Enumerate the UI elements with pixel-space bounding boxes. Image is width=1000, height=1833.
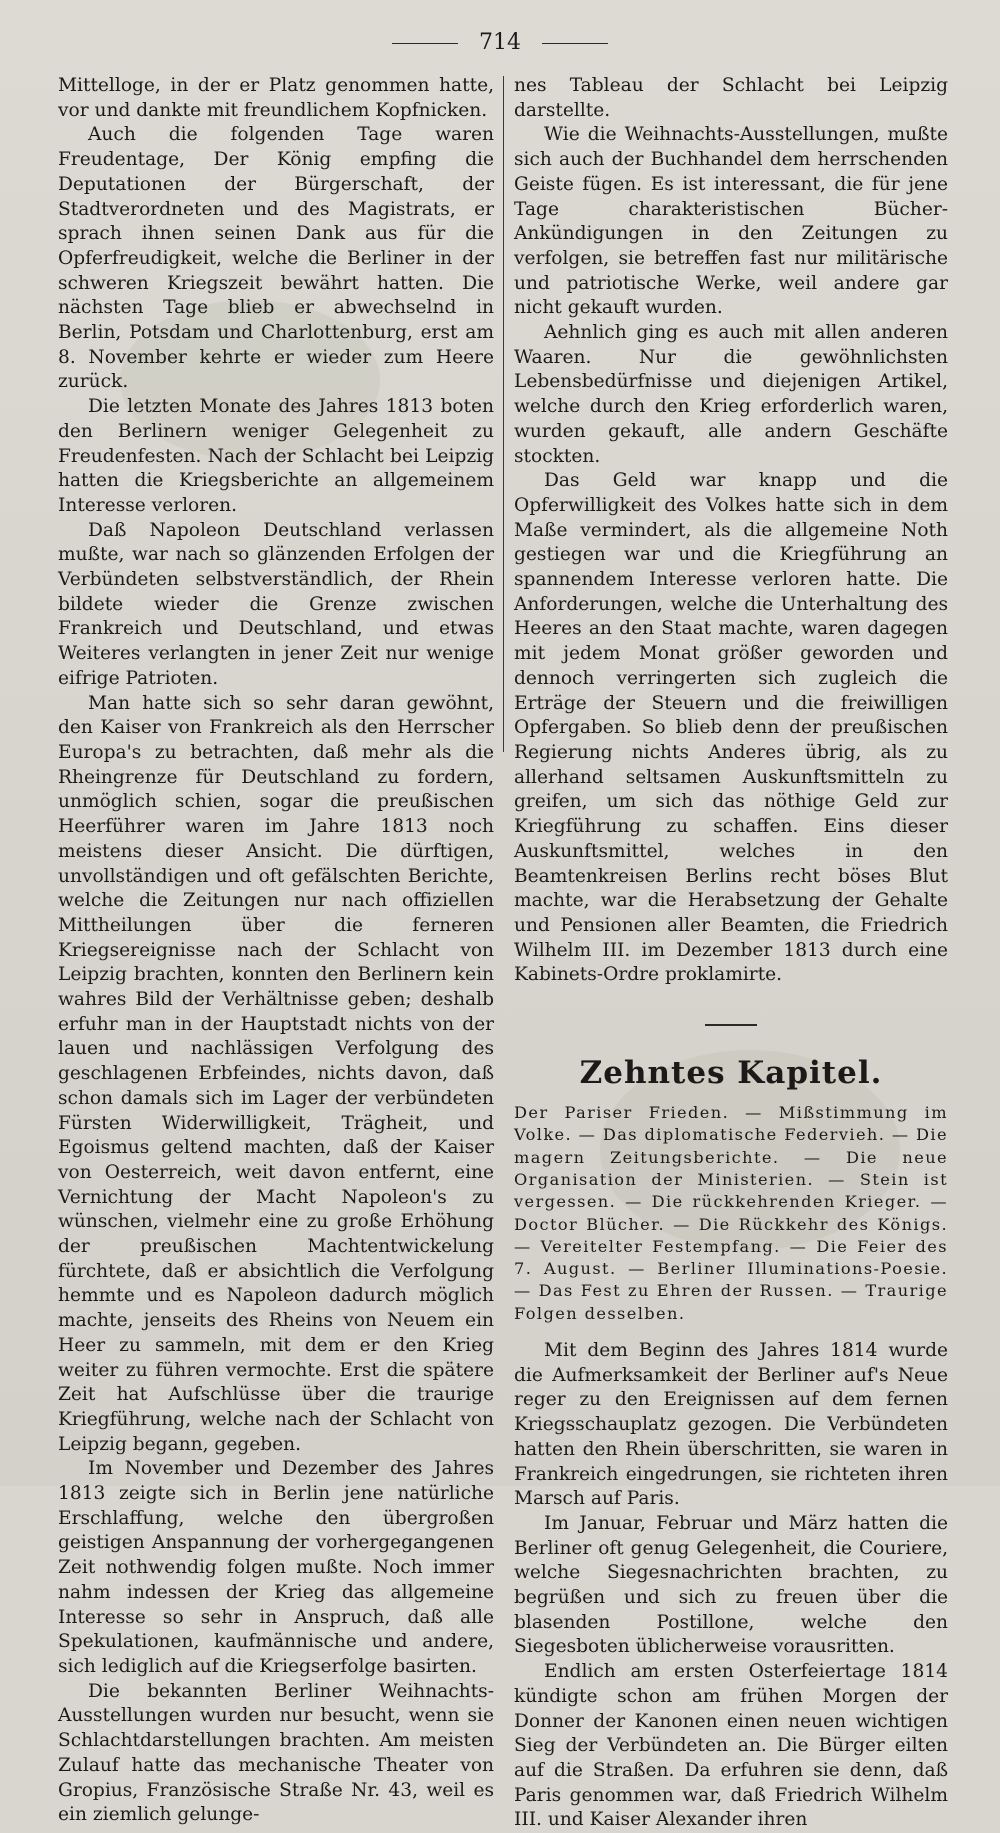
header-rule-left [392,43,458,44]
paragraph: Mit dem Beginn des Jahres 1814 wurde die Aufmerksamkeit der Berliner auf's Neue reger zu den Ereignissen auf dem fernen Kriegsschauplatz gezogen. Die Verbündeten hatten den Rhein überschritten, sie waren in Frankreich eingedrungen, sie richteten ihren Marsch auf Paris. [514,1339,948,1510]
left-column [58,74,494,1828]
paragraph: Wie die Weihnachts-Ausstellungen, mußte sich auch der Buchhandel dem herrschenden Geiste fügen. Es ist interessant, die für jene Tage charakteristischen Bücher-Ankündigungen in den Zeitungen zu verfolgen, sie betreffen fast nur militärische und patriotische Werke, weil andere gar nicht gekauft wurden. [514,124,948,319]
page-header [0,30,1000,55]
page-number: 714 [479,30,521,55]
paragraph: Die letzten Monate des Jahres 1813 boten den Berlinern weniger Gelegenheit zu Freudenfesten. Nach der Schlacht bei Leipzig hatten die Kriegsberichte an allgemeinem Interesse verloren. [58,396,494,516]
paragraph: Mittelloge, in der er Platz genommen hatte, vor und dankte mit freundlichem Kopfnicken. [58,75,494,121]
paragraph: nes Tableau der Schlacht bei Leipzig darstellte. [514,75,948,121]
chapter-title: Zehntes Kapitel. [579,1055,883,1092]
paragraph: Die bekannten Berliner Weihnachts-Ausstellungen wurden nur besucht, wenn sie Schlachtdarstellungen brachten. Am meisten Zulauf hatte das mechanische Theater von Gropius, Französische Straße Nr. 43, weil es ein ziemlich gelunge- [58,1680,494,1826]
paragraph: Aehnlich ging es auch mit allen anderen Waaren. Nur die gewöhnlichsten Lebensbedürfnisse und diejenigen Artikel, welche durch den Krieg erforderlich waren, wurden gekauft, alle andern Geschäfte stockten. [514,322,948,467]
right-column [514,74,948,1833]
paragraph: Das Geld war knapp und die Opferwilligkeit des Volkes hatte sich in dem Maße vermindert, als die allgemeine Noth gestiegen war und die Kriegführung an spannendem Interesse verloren hatte. Die Anforderungen, welche die Unterhaltung des Heeres an den Staat machte, waren dagegen mit jedem Monat größer geworden und dennoch verringerten sich zugleich die Erträge der Steuern und die freiwilligen Opfergaben. So blieb denn der preußischen Regierung nichts Anderes übrig, als zu allerhand seltsamen Auskunftsmitteln zu greifen, um sich das nöthige Geld zur Kriegführung zu schaffen. Eins dieser Auskunftsmittel, welches in den Beamtenkreisen Berlins recht böses Blut machte, war die Herabsetzung der Gehalte und Pensionen aller Beamten, die Friedrich Wilhelm III. im Dezember 1813 durch eine Kabinets-Ordre proklamirte. [514,470,948,986]
paragraph: Im Januar, Februar und März hatten die Berliner oft genug Gelegenheit, die Couriere, welche Siegesnachrichten brachten, zu begrüßen und sich zu freuen über die blasenden Postillone, welche den Siegesboten üblicherweise vorausritten. [514,1512,948,1658]
column-divider [503,76,504,752]
paragraph: Endlich am ersten Osterfeiertage 1814 kündigte schon am frühen Morgen der Donner der Kanonen einen neuen wichtigen Sieg der Verbündeten an. Die Bürger eilten auf die Straßen. Da erfuhren sie denn, daß Paris genommen war, daß Friedrich Wilhelm III. und Kaiser Alexander ihren [514,1661,948,1831]
paragraph: Daß Napoleon Deutschland verlassen mußte, war nach so glänzenden Erfolgen der Verbündeten selbstverständlich, der Rhein bildete wieder die Grenze zwischen Frankreich und Deutschland, und etwas Weiteres verlangten in jener Zeit nur wenige eifrige Patrioten. [58,519,494,689]
paragraph: Auch die folgenden Tage waren Freudentage, Der König empfing die Deputationen der Bürgerschaft, der Stadtverordneten und des Magistrats, er sprach ihnen seinen Dank aus für die Opferfreudigkeit, welche die Berliner in der schweren Kriegszeit bewährt hatten. Die nächsten Tage blieb er abwechselnd in Berlin, Potsdam und Charlottenburg, erst am 8. November kehrte er wieder zum Heere zurück. [58,124,494,393]
header-rule-right [542,43,608,44]
paragraph: Man hatte sich so sehr daran gewöhnt, den Kaiser von Frankreich als den Herrscher Europa's zu betrachten, daß mehr als die Rheingrenze für Deutschland zu fordern, unmöglich schien, sogar die preußischen Heerführer waren im Jahre 1813 noch meistens dieser Ansicht. Die dürftigen, unvollständigen und oft gefälschten Berichte, welche die Zeitungen nur nach offiziellen Mittheilungen über die ferneren Kriegsereignisse nach der Schlacht von Leipzig brachten, konnten den Berlinern kein wahres Bild der Verhältnisse geben; deshalb erfuhr man in der Hauptstadt nichts von der lauen und nachlässigen Verfolgung des geschlagenen Erbfeindes, nichts davon, daß schon damals sich im Lager der verbündeten Fürsten Widerwilligkeit, Trägheit, und Egoismus geltend machten, daß der Kaiser von Oesterreich, weit davon entfernt, eine Vernichtung der Macht Napoleon's zu wünschen, vielmehr eine zu große Erhöhung der preußischen Machtentwickelung fürchtete, daß er absichtlich die Verfolgung hemmte und es Napoleon dadurch möglich machte, jenseits des Rheins von Neuem ein Heer zu sammeln, mit dem er den Krieg weiter zu führen vermochte. Erst die spätere Zeit hat Aufschlüsse über die traurige Kriegführung, welche nach der Schlacht von Leipzig begann, gegeben. [58,692,494,1455]
chapter-summary: Der Pariser Frieden. — Mißstimmung im Volke. — Das diplomatische Federvieh. — Die magern Zeitungsberichte. — Die neue Organisation der Ministerien. — Stein ist vergessen. — Die rückkehrenden Krieger. — Doctor Blücher. — Die Rückkehr des Königs. — Vereitelter Festempfang. — Die Feier des 7. August. — Berliner Illuminations-Poesie. — Das Fest zu Ehren der Russen. — Traurige Folgen desselben. [514,1103,948,1323]
paragraph: Im November und Dezember des Jahres 1813 zeigte sich in Berlin jene natürliche Erschlaffung, welche den übergroßen geistigen Anspannung der vorhergegangenen Zeit nothwendig folgen mußte. Noch immer nahm indessen der Krieg das allgemeine Interesse so sehr in Anspruch, daß alle Spekulationen, kaufmännische und andere, sich lediglich auf die Kriegserfolge basirten. [58,1458,494,1677]
section-separator [705,1024,757,1026]
